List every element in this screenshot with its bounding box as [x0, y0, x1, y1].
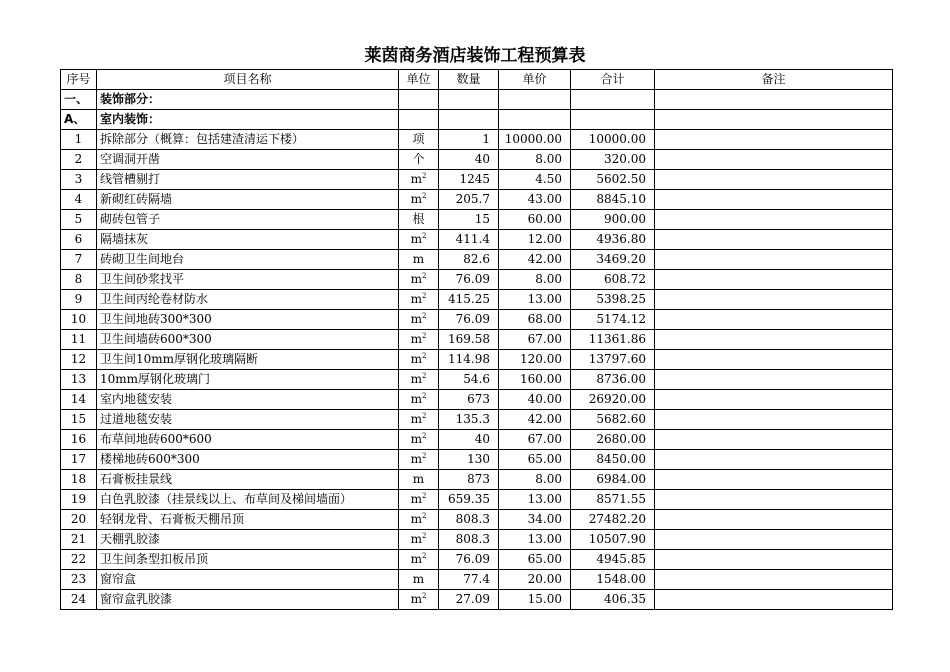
- unit-cell[interactable]: $m^2$: [399, 350, 439, 370]
- qty-cell[interactable]: 673: [439, 390, 499, 410]
- unit-cell[interactable]: $m^2$: [399, 190, 439, 210]
- unit-cell[interactable]: 项: [399, 130, 439, 150]
- name-cell[interactable]: 新砌红砖隔墙: [97, 190, 399, 210]
- table-row: [61, 370, 893, 390]
- price-cell[interactable]: 8.00: [499, 270, 571, 290]
- seq-cell[interactable]: 9: [61, 290, 97, 310]
- unit-cell[interactable]: $m^2$: [399, 170, 439, 190]
- seq-cell[interactable]: 23: [61, 570, 97, 590]
- seq-cell[interactable]: 1: [61, 130, 97, 150]
- empty-cell[interactable]: [439, 110, 499, 130]
- unit-cell[interactable]: $m^2$: [399, 430, 439, 450]
- table-row: [61, 350, 893, 370]
- price-cell[interactable]: 15.00: [499, 590, 571, 610]
- note-cell[interactable]: [655, 210, 893, 230]
- unit-cell[interactable]: $m^2$: [399, 550, 439, 570]
- note-cell[interactable]: [655, 370, 893, 390]
- price-cell[interactable]: 65.00: [499, 550, 571, 570]
- note-cell[interactable]: [655, 530, 893, 550]
- qty-cell[interactable]: 873: [439, 470, 499, 490]
- seq-cell[interactable]: 18: [61, 470, 97, 490]
- price-cell[interactable]: 43.00: [499, 190, 571, 210]
- name-cell[interactable]: 白色乳胶漆（挂景线以上、布草间及梯间墙面）: [97, 490, 399, 510]
- empty-cell[interactable]: [655, 110, 893, 130]
- name-cell[interactable]: 卫生间地砖300*300: [97, 310, 399, 330]
- qty-cell[interactable]: 135.3: [439, 410, 499, 430]
- total-cell[interactable]: 900.00: [571, 210, 655, 230]
- note-cell[interactable]: [655, 330, 893, 350]
- qty-cell[interactable]: 27.09: [439, 590, 499, 610]
- qty-cell[interactable]: 130: [439, 450, 499, 470]
- table-row: [61, 390, 893, 410]
- total-cell[interactable]: 5682.60: [571, 410, 655, 430]
- table-row: [61, 150, 893, 170]
- name-cell[interactable]: 过道地毯安装: [97, 410, 399, 430]
- name-cell[interactable]: 隔墙抹灰: [97, 230, 399, 250]
- seq-cell[interactable]: 2: [61, 150, 97, 170]
- unit-cell[interactable]: $m^2$: [399, 370, 439, 390]
- note-cell[interactable]: [655, 290, 893, 310]
- price-cell[interactable]: 120.00: [499, 350, 571, 370]
- seq-cell[interactable]: 3: [61, 170, 97, 190]
- seq-cell[interactable]: 15: [61, 410, 97, 430]
- qty-cell[interactable]: 76.09: [439, 310, 499, 330]
- section-name-cell[interactable]: 室内装饰：: [97, 110, 399, 130]
- name-cell[interactable]: 室内地毯安装: [97, 390, 399, 410]
- unit-cell[interactable]: $m^2$: [399, 490, 439, 510]
- name-cell[interactable]: 卫生间墙砖600*300: [97, 330, 399, 350]
- empty-cell[interactable]: [571, 110, 655, 130]
- note-cell[interactable]: [655, 550, 893, 570]
- seq-cell[interactable]: 16: [61, 430, 97, 450]
- qty-cell[interactable]: 1245: [439, 170, 499, 190]
- qty-cell[interactable]: 82.6: [439, 250, 499, 270]
- note-cell[interactable]: [655, 130, 893, 150]
- name-cell[interactable]: 砌砖包管子: [97, 210, 399, 230]
- header-price[interactable]: 单价: [499, 70, 571, 90]
- empty-cell[interactable]: [571, 90, 655, 110]
- table-row: [61, 250, 893, 270]
- header-qty[interactable]: 数量: [439, 70, 499, 90]
- price-cell[interactable]: 34.00: [499, 510, 571, 530]
- header-row: [61, 70, 893, 90]
- qty-cell[interactable]: 808.3: [439, 530, 499, 550]
- note-cell[interactable]: [655, 590, 893, 610]
- table-row: [61, 410, 893, 430]
- seq-cell[interactable]: 20: [61, 510, 97, 530]
- unit-cell[interactable]: $m^2$: [399, 230, 439, 250]
- unit-cell[interactable]: $m^2$: [399, 270, 439, 290]
- name-cell[interactable]: 轻钢龙骨、石膏板天棚吊顶: [97, 510, 399, 530]
- qty-cell[interactable]: 808.3: [439, 510, 499, 530]
- note-cell[interactable]: [655, 150, 893, 170]
- note-cell[interactable]: [655, 490, 893, 510]
- price-cell[interactable]: 13.00: [499, 530, 571, 550]
- table-row: [61, 470, 893, 490]
- empty-cell[interactable]: [399, 110, 439, 130]
- unit-cell[interactable]: m: [399, 570, 439, 590]
- price-cell[interactable]: 8.00: [499, 150, 571, 170]
- price-cell[interactable]: 68.00: [499, 310, 571, 330]
- qty-cell[interactable]: 659.35: [439, 490, 499, 510]
- qty-cell[interactable]: 169.58: [439, 330, 499, 350]
- table-row: [61, 530, 893, 550]
- qty-cell[interactable]: 205.7: [439, 190, 499, 210]
- seq-cell[interactable]: 5: [61, 210, 97, 230]
- total-cell[interactable]: 6984.00: [571, 470, 655, 490]
- total-cell[interactable]: 5602.50: [571, 170, 655, 190]
- seq-cell[interactable]: 21: [61, 530, 97, 550]
- total-cell[interactable]: 5174.12: [571, 310, 655, 330]
- section-name-cell[interactable]: 装饰部分：: [97, 90, 399, 110]
- qty-cell[interactable]: 76.09: [439, 270, 499, 290]
- qty-cell[interactable]: 77.4: [439, 570, 499, 590]
- total-cell[interactable]: 320.00: [571, 150, 655, 170]
- section-row: [61, 110, 893, 130]
- price-cell[interactable]: 13.00: [499, 490, 571, 510]
- seq-cell[interactable]: 24: [61, 590, 97, 610]
- name-cell[interactable]: 楼梯地砖600*300: [97, 450, 399, 470]
- unit-cell[interactable]: $m^2$: [399, 310, 439, 330]
- table-row: [61, 130, 893, 150]
- price-cell[interactable]: 67.00: [499, 430, 571, 450]
- name-cell[interactable]: 卫生间砂浆找平: [97, 270, 399, 290]
- header-seq[interactable]: 序号: [61, 70, 97, 90]
- empty-cell[interactable]: [439, 90, 499, 110]
- note-cell[interactable]: [655, 390, 893, 410]
- note-cell[interactable]: [655, 410, 893, 430]
- price-cell[interactable]: 8.00: [499, 470, 571, 490]
- total-cell[interactable]: 5398.25: [571, 290, 655, 310]
- total-cell[interactable]: 8736.00: [571, 370, 655, 390]
- note-cell[interactable]: [655, 430, 893, 450]
- qty-cell[interactable]: 40: [439, 430, 499, 450]
- table-row: [61, 210, 893, 230]
- note-cell[interactable]: [655, 350, 893, 370]
- table-row: [61, 290, 893, 310]
- price-cell[interactable]: 160.00: [499, 370, 571, 390]
- note-cell[interactable]: [655, 190, 893, 210]
- total-cell[interactable]: 11361.86: [571, 330, 655, 350]
- name-cell[interactable]: 拆除部分（概算：包括建渣清运下楼）: [97, 130, 399, 150]
- seq-cell[interactable]: 7: [61, 250, 97, 270]
- empty-cell[interactable]: [655, 90, 893, 110]
- empty-cell[interactable]: [399, 90, 439, 110]
- qty-cell[interactable]: 411.4: [439, 230, 499, 250]
- page-title: 莱茵商务酒店装饰工程预算表: [364, 46, 586, 66]
- total-cell[interactable]: 406.35: [571, 590, 655, 610]
- table-row: [61, 570, 893, 590]
- name-cell[interactable]: 卫生间10mm厚钢化玻璃隔断: [97, 350, 399, 370]
- empty-cell[interactable]: [499, 110, 571, 130]
- table-row: [61, 590, 893, 610]
- note-cell[interactable]: [655, 170, 893, 190]
- table-row: [61, 450, 893, 470]
- section-seq-cell[interactable]: 一、: [61, 90, 97, 110]
- total-cell[interactable]: 10507.90: [571, 530, 655, 550]
- header-note[interactable]: 备注: [655, 70, 893, 90]
- qty-cell[interactable]: 40: [439, 150, 499, 170]
- name-cell[interactable]: 10mm厚钢化玻璃门: [97, 370, 399, 390]
- table-row: [61, 230, 893, 250]
- unit-cell[interactable]: $m^2$: [399, 530, 439, 550]
- price-cell[interactable]: 4.50: [499, 170, 571, 190]
- total-cell[interactable]: 2680.00: [571, 430, 655, 450]
- unit-cell[interactable]: $m^2$: [399, 330, 439, 350]
- qty-cell[interactable]: 54.6: [439, 370, 499, 390]
- name-cell[interactable]: 线管槽剔打: [97, 170, 399, 190]
- seq-cell[interactable]: 19: [61, 490, 97, 510]
- note-cell[interactable]: [655, 510, 893, 530]
- table-row: [61, 310, 893, 330]
- note-cell[interactable]: [655, 250, 893, 270]
- total-cell[interactable]: 4936.80: [571, 230, 655, 250]
- table-row: [61, 270, 893, 290]
- table-row: [61, 510, 893, 530]
- header-total[interactable]: 合计: [571, 70, 655, 90]
- price-cell[interactable]: 40.00: [499, 390, 571, 410]
- price-cell[interactable]: 10000.00: [499, 130, 571, 150]
- note-cell[interactable]: [655, 470, 893, 490]
- unit-cell[interactable]: $m^2$: [399, 390, 439, 410]
- seq-cell[interactable]: 11: [61, 330, 97, 350]
- total-cell[interactable]: 26920.00: [571, 390, 655, 410]
- price-cell[interactable]: 42.00: [499, 410, 571, 430]
- section-seq-cell[interactable]: A、: [61, 110, 97, 130]
- table-row: [61, 490, 893, 510]
- name-cell[interactable]: 石膏板挂景线: [97, 470, 399, 490]
- seq-cell[interactable]: 14: [61, 390, 97, 410]
- table-row: [61, 430, 893, 450]
- total-cell[interactable]: 13797.60: [571, 350, 655, 370]
- table-row: [61, 190, 893, 210]
- unit-cell[interactable]: m: [399, 470, 439, 490]
- unit-cell[interactable]: $m^2$: [399, 290, 439, 310]
- unit-cell[interactable]: 根: [399, 210, 439, 230]
- unit-cell[interactable]: 个: [399, 150, 439, 170]
- price-cell[interactable]: 20.00: [499, 570, 571, 590]
- table-row: [61, 170, 893, 190]
- name-cell[interactable]: 空调洞开凿: [97, 150, 399, 170]
- name-cell[interactable]: 卫生间丙纶卷材防水: [97, 290, 399, 310]
- unit-cell[interactable]: $m^2$: [399, 410, 439, 430]
- note-cell[interactable]: [655, 570, 893, 590]
- seq-cell[interactable]: 13: [61, 370, 97, 390]
- unit-cell[interactable]: $m^2$: [399, 510, 439, 530]
- qty-cell[interactable]: 415.25: [439, 290, 499, 310]
- unit-cell[interactable]: $m^2$: [399, 590, 439, 610]
- qty-cell[interactable]: 76.09: [439, 550, 499, 570]
- total-cell[interactable]: 8845.10: [571, 190, 655, 210]
- seq-cell[interactable]: 12: [61, 350, 97, 370]
- section-row: [61, 90, 893, 110]
- price-cell[interactable]: 65.00: [499, 450, 571, 470]
- empty-cell[interactable]: [499, 90, 571, 110]
- total-cell[interactable]: 8571.55: [571, 490, 655, 510]
- header-name[interactable]: 项目名称: [97, 70, 399, 90]
- total-cell[interactable]: 27482.20: [571, 510, 655, 530]
- total-cell[interactable]: 8450.00: [571, 450, 655, 470]
- table-row: [61, 330, 893, 350]
- qty-cell[interactable]: 114.98: [439, 350, 499, 370]
- unit-cell[interactable]: $m^2$: [399, 450, 439, 470]
- name-cell[interactable]: 窗帘盒: [97, 570, 399, 590]
- seq-cell[interactable]: 8: [61, 270, 97, 290]
- seq-cell[interactable]: 10: [61, 310, 97, 330]
- price-cell[interactable]: 42.00: [499, 250, 571, 270]
- unit-cell[interactable]: m: [399, 250, 439, 270]
- qty-cell[interactable]: 1: [439, 130, 499, 150]
- note-cell[interactable]: [655, 230, 893, 250]
- header-unit[interactable]: 单位: [399, 70, 439, 90]
- table-row: [61, 550, 893, 570]
- note-cell[interactable]: [655, 310, 893, 330]
- price-cell[interactable]: 13.00: [499, 290, 571, 310]
- name-cell[interactable]: 卫生间条型扣板吊顶: [97, 550, 399, 570]
- qty-cell[interactable]: 15: [439, 210, 499, 230]
- total-cell[interactable]: 3469.20: [571, 250, 655, 270]
- total-cell[interactable]: 4945.85: [571, 550, 655, 570]
- seq-cell[interactable]: 22: [61, 550, 97, 570]
- total-cell[interactable]: 608.72: [571, 270, 655, 290]
- price-cell[interactable]: 60.00: [499, 210, 571, 230]
- total-cell[interactable]: 10000.00: [571, 130, 655, 150]
- budget-table: [60, 69, 893, 610]
- name-cell[interactable]: 天棚乳胶漆: [97, 530, 399, 550]
- seq-cell[interactable]: 4: [61, 190, 97, 210]
- seq-cell[interactable]: 6: [61, 230, 97, 250]
- note-cell[interactable]: [655, 450, 893, 470]
- name-cell[interactable]: 砖砌卫生间地台: [97, 250, 399, 270]
- seq-cell[interactable]: 17: [61, 450, 97, 470]
- price-cell[interactable]: 67.00: [499, 330, 571, 350]
- note-cell[interactable]: [655, 270, 893, 290]
- name-cell[interactable]: 布草间地砖600*600: [97, 430, 399, 450]
- price-cell[interactable]: 12.00: [499, 230, 571, 250]
- name-cell[interactable]: 窗帘盒乳胶漆: [97, 590, 399, 610]
- total-cell[interactable]: 1548.00: [571, 570, 655, 590]
